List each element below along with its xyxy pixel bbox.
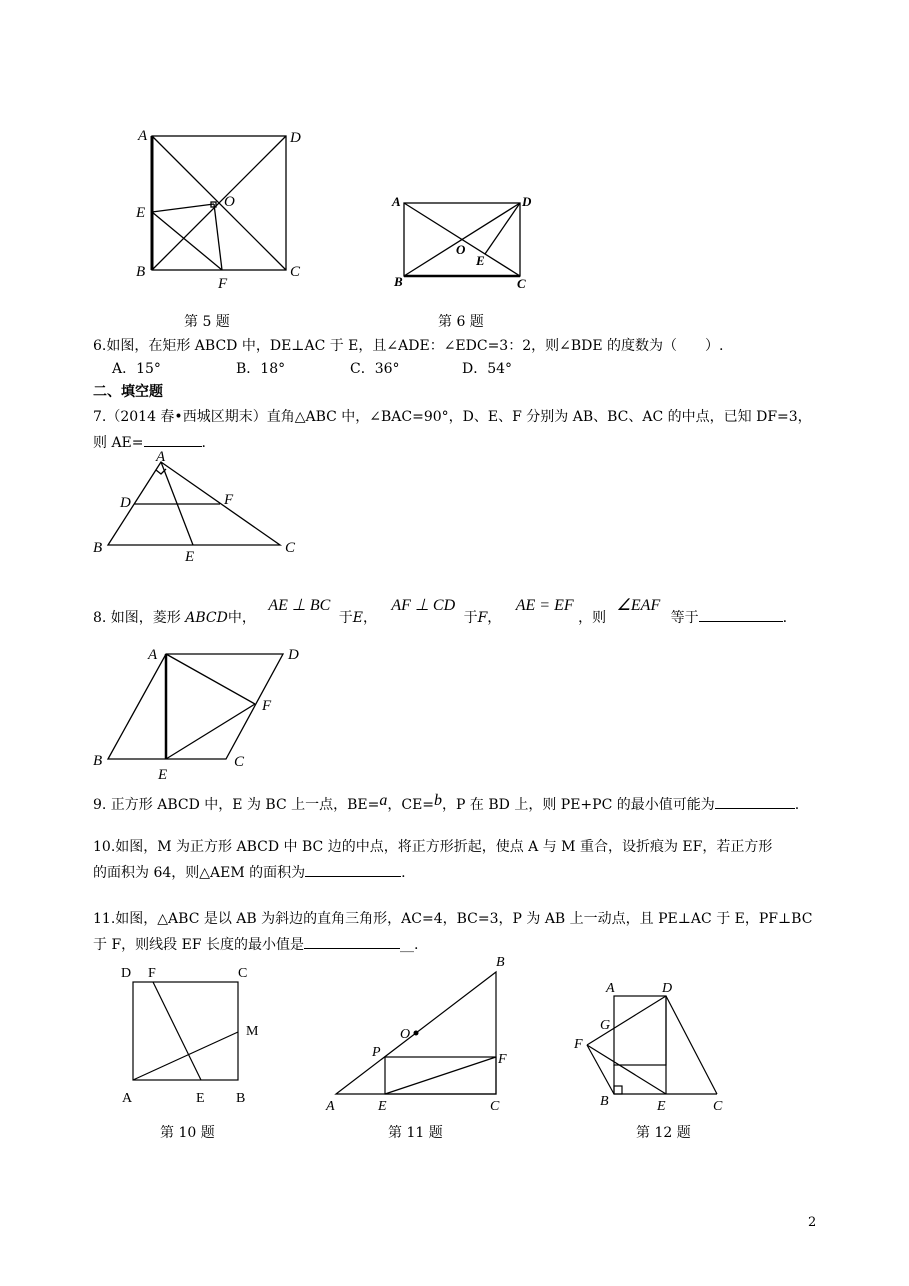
fig6-label-e: E bbox=[476, 253, 485, 268]
fig10-label-f: F bbox=[148, 966, 156, 981]
fig7-label-d: D bbox=[120, 495, 131, 511]
fig5-label-a: A bbox=[138, 128, 148, 144]
fig8-label-b: B bbox=[93, 753, 103, 769]
q11-tail: __. bbox=[400, 937, 419, 953]
fig11-label-o: O bbox=[400, 1027, 411, 1042]
fig10-label-c: C bbox=[238, 966, 248, 981]
q8-end: . bbox=[782, 610, 788, 626]
fig5-label-e: E bbox=[136, 205, 146, 221]
q11-line1: 11.如图，△ABC 是以 AB 为斜边的直角三角形，AC=4，BC=3，P 为 AB 上一动点，且 PE⊥AC 于 E，PF⊥BC bbox=[93, 911, 813, 927]
fig7-label-e: E bbox=[185, 549, 195, 565]
fig8-label-f: F bbox=[262, 698, 272, 714]
fig6-caption: 第 6 题 bbox=[438, 314, 484, 330]
q6-option-a: A．15° bbox=[112, 361, 161, 377]
fig5-label-c: C bbox=[290, 264, 301, 280]
fig7-label-b: B bbox=[93, 540, 103, 556]
q10-end: . bbox=[401, 865, 406, 881]
fig7-label-f: F bbox=[224, 492, 234, 508]
q9-a: a bbox=[379, 792, 388, 809]
fig12-label-f: F bbox=[574, 1037, 583, 1052]
q8-ze: ，则 bbox=[578, 610, 607, 626]
fig12-label-d: D bbox=[662, 981, 673, 996]
q8-zhong: 中， bbox=[227, 610, 256, 626]
q9-part1: 9. 正方形 ABCD 中，E 为 BC 上一点，BE= bbox=[93, 797, 380, 813]
q6-text: 6.如图，在矩形 ABCD 中，DE⊥AC 于 E，且∠ADE：∠EDC=3：2，则∠BDE 的度数为（ ）. bbox=[93, 338, 724, 354]
q9-end: . bbox=[794, 797, 800, 813]
q9-text bbox=[93, 794, 799, 814]
fig12-label-b: B bbox=[600, 1094, 609, 1109]
fig8-label-e: E bbox=[158, 767, 168, 783]
fig6-label-c: C bbox=[517, 276, 526, 291]
q8-prefix: 8. 如图，菱形 bbox=[93, 610, 181, 626]
fig12-label-c: C bbox=[713, 1099, 723, 1114]
fig12-caption: 第 12 题 bbox=[636, 1125, 691, 1141]
fig12-label-e: E bbox=[657, 1099, 666, 1114]
fig11-label-e: E bbox=[378, 1099, 387, 1114]
q8-math-angle-eaf: ∠EAF bbox=[616, 597, 661, 614]
figure-12 bbox=[565, 972, 745, 1117]
q11-answer-blank bbox=[304, 934, 400, 949]
q11-line2-text: 于 F，则线段 EF 长度的最小值是 bbox=[93, 937, 304, 953]
q10-line2-text: 的面积为 64，则△AEM 的面积为 bbox=[93, 865, 306, 881]
q6-option-c: C．36° bbox=[350, 361, 400, 377]
q10-line1: 10.如图，M 为正方形 ABCD 中 BC 边的中点，将正方形折起，使点 A 与 M 重合，设折痕为 EF，若正方形 bbox=[93, 839, 773, 855]
fig8-label-d: D bbox=[288, 647, 299, 663]
q9-b: b bbox=[434, 792, 443, 809]
q8-answer-blank bbox=[699, 607, 783, 622]
fig10-label-m: M bbox=[246, 1024, 259, 1039]
q8-f: F bbox=[477, 610, 488, 626]
q6-option-d: D．54° bbox=[462, 361, 513, 377]
q8-yu2: 于 bbox=[463, 610, 478, 626]
fig11-label-p: P bbox=[372, 1045, 381, 1060]
q9-part3: ，P 在 BD 上，则 PE+PC 的最小值可能为 bbox=[442, 797, 715, 813]
figure-11 bbox=[320, 948, 520, 1118]
q7-line1: 7.（2014 春•西城区期末）直角△ABC 中，∠BAC=90°，D、E、F 分别为 AB、BC、AC 的中点，已知 DF=3， bbox=[93, 409, 812, 425]
fig10-label-d: D bbox=[121, 966, 132, 981]
fig7-label-c: C bbox=[285, 540, 296, 556]
fig12-label-a: A bbox=[606, 981, 615, 996]
q8-yu1: 于 bbox=[338, 610, 353, 626]
q8-math-ae-perp-bc: AE ⊥ BC bbox=[268, 597, 331, 614]
q8-text bbox=[93, 597, 788, 637]
fig8-label-c: C bbox=[234, 754, 245, 770]
q7-line2-text: 则 AE= bbox=[93, 435, 144, 451]
section-heading: 二、填空题 bbox=[93, 384, 163, 400]
fig8-label-a: A bbox=[148, 647, 158, 663]
fig11-label-c: C bbox=[490, 1099, 500, 1114]
fig12-label-g: G bbox=[600, 1018, 611, 1033]
q8-e: E bbox=[352, 610, 363, 626]
fig10-label-e: E bbox=[196, 1091, 205, 1106]
q8-comma2: ， bbox=[487, 610, 502, 626]
fig5-caption: 第 5 题 bbox=[184, 314, 230, 330]
fig6-label-d: D bbox=[522, 194, 532, 209]
fig6-label-a: A bbox=[392, 194, 401, 209]
q8-comma1: ， bbox=[362, 610, 377, 626]
q8-math-af-perp-cd: AF ⊥ CD bbox=[391, 597, 456, 614]
q9-part2: ，CE= bbox=[387, 797, 435, 813]
fig7-label-a: A bbox=[156, 449, 166, 465]
fig5-label-d: D bbox=[290, 130, 301, 146]
figure-7 bbox=[88, 448, 308, 566]
fig5-label-f: F bbox=[218, 276, 228, 292]
fig11-label-b: B bbox=[496, 955, 505, 970]
q10-line2 bbox=[93, 862, 406, 882]
figure-5 bbox=[128, 120, 318, 295]
q6-option-b: B．18° bbox=[236, 361, 286, 377]
fig6-label-b: B bbox=[394, 274, 403, 289]
q8-dengyu: 等于 bbox=[670, 610, 699, 626]
q7-answer-blank bbox=[144, 432, 202, 447]
q10-answer-blank bbox=[305, 862, 401, 877]
page-number: 2 bbox=[808, 1215, 817, 1230]
q7-end: . bbox=[201, 435, 206, 451]
fig11-caption: 第 11 题 bbox=[388, 1125, 443, 1141]
q8-abcd: ABCD bbox=[185, 610, 228, 626]
fig5-label-b: B bbox=[136, 264, 146, 280]
fig10-label-b: B bbox=[236, 1091, 246, 1106]
figure-8 bbox=[88, 642, 318, 784]
fig11-label-a: A bbox=[326, 1099, 335, 1114]
fig6-label-o: O bbox=[456, 242, 466, 257]
q9-answer-blank bbox=[715, 794, 795, 809]
figure-10 bbox=[112, 960, 272, 1110]
fig10-caption: 第 10 题 bbox=[160, 1125, 215, 1141]
fig10-label-a: A bbox=[122, 1091, 133, 1106]
fig11-label-f: F bbox=[498, 1052, 507, 1067]
q8-math-ae-eq-ef: AE = EF bbox=[515, 597, 574, 614]
fig5-label-o: O bbox=[224, 194, 235, 210]
figure-6 bbox=[388, 190, 548, 295]
